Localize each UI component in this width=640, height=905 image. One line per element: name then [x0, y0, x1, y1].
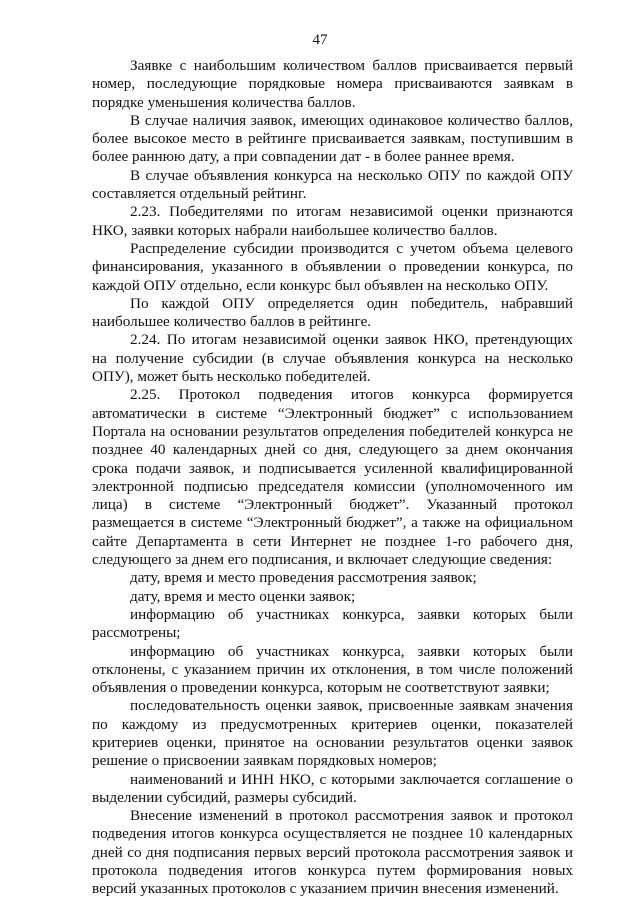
list-item-review-date: дату, время и место проведения рассмотрения заявок;: [130, 569, 477, 587]
paragraph-subsidy-distribution: Распределение субсидии производится с учетом объема целевого финансирования, указанного в объявлении о проведении конкурса, по каждой ОПУ отдельно, если конкурс был объявлен на несколько ОПУ.: [92, 239, 573, 294]
document-body: [92, 57, 573, 899]
list-item-evaluation-sequence: последовательность оценки заявок, присвоенные заявкам значения по каждому из предусмотренных критериев оценки, показателей критериев оценки, принятое на основании результатов оценки заявок решение о присвоении заявкам порядковых номеров;: [92, 697, 573, 770]
paragraph-separate-rating: В случае объявления конкурса на несколько ОПУ по каждой ОПУ составляется отдельный рейтинг.: [92, 166, 573, 203]
list-item-nko-names: наименований и ИНН НКО, с которыми заключается соглашение о выделении субсидий, размеры субсидий.: [92, 770, 573, 806]
paragraph-rating-first-number: Заявке с наибольшим количеством баллов присваивается первый номер, последующие порядковые номера присваиваются заявкам в порядке уменьшения количества баллов.: [92, 57, 573, 111]
paragraph-protocol-changes: Внесение изменений в протокол рассмотрения заявок и протокол подведения итогов конкурса осуществляется не позднее 10 календарных дней со дня подписания первых версий протокола рассмотрения заявок и протокола подведения итогов конкурса путем формирования новых версий указанных протоколов с указанием причин внесения изменений.: [92, 807, 573, 898]
paragraph-equal-scores: В случае наличия заявок, имеющих одинаковое количество баллов, более высокое место в рейтинге присваивается заявкам, поступившим в более раннюю дату, а при совпадении дат - в более раннее время.: [92, 111, 573, 166]
paragraph-2-25-protocol: 2.25. Протокол подведения итогов конкурса формируется автоматически в системе “Электронный бюджет” с использованием Портала на основании результатов определения победителей конкурса не позднее 40 календарных дней со дня, следующего за днем окончания срока подачи заявок, и подписывается усиленной квалифицированной электронной подписью председателя комиссии (уполномоченного им лица) в системе “Электронный бюджет”. Указанный протокол размещается в системе “Электронный бюджет”, а также на официальном сайте Департамента в сети Интернет не позднее 1-го рабочего дня, следующего за днем его подписания, и включает следующие сведения:: [92, 386, 573, 569]
page-number: 47: [312, 32, 328, 48]
list-item-rejected-participants: информацию об участниках конкурса, заявки которых были отклонены, с указанием причин их отклонения, в том числе положений объявления о проведении конкурса, которым не соответствуют заявки;: [92, 642, 573, 697]
list-item-reviewed-participants: информацию об участниках конкурса, заявки которых были рассмотрены;: [92, 605, 573, 642]
paragraph-2-24-multiple-winners: 2.24. По итогам независимой оценки заявок НКО, претендующих на получение субсидии (в случае объявления конкурса на несколько ОПУ), может быть несколько победителей.: [92, 331, 573, 386]
list-item-evaluation-date: дату, время и место оценки заявок;: [130, 587, 356, 605]
paragraph-2-23-winners: 2.23. Победителями по итогам независимой оценки признаются НКО, заявки которых набрали наибольшее количество баллов.: [92, 203, 573, 239]
paragraph-one-winner: По каждой ОПУ определяется один победитель, набравший наибольшее количество баллов в рейтинге.: [92, 294, 573, 331]
